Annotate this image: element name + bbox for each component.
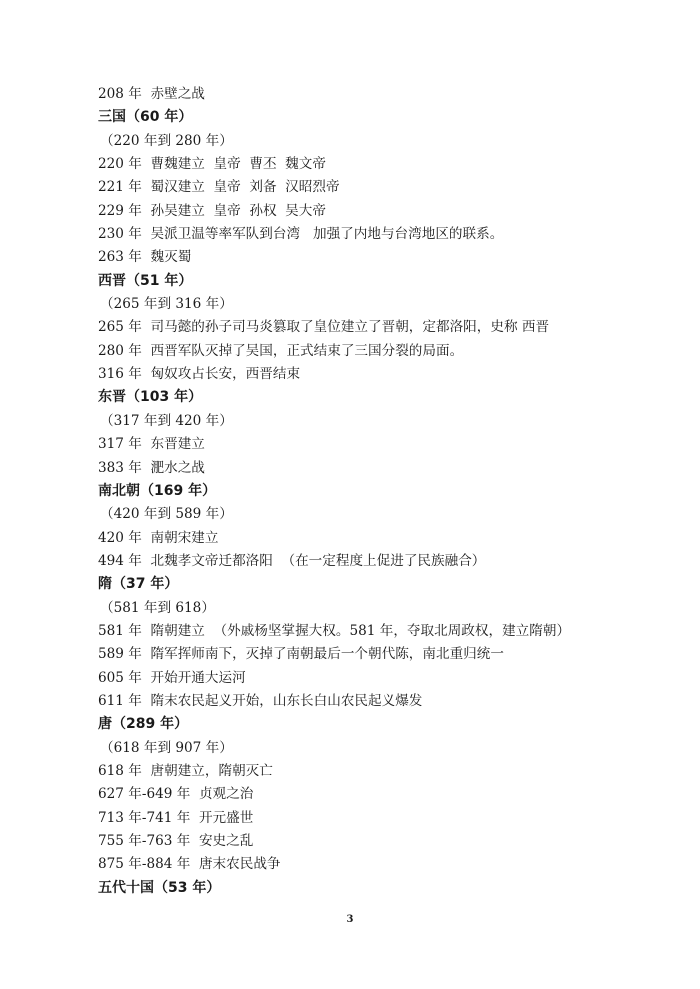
event-line: 221 年 蜀汉建立 皇帝 刘备 汉昭烈帝 <box>98 179 340 196</box>
period-range: （618 年到 907 年） <box>100 739 233 756</box>
event-line: 755 年-763 年 安史之乱 <box>98 833 254 849</box>
event-line: 420 年 南朝宋建立 <box>98 529 219 546</box>
event-line: 220 年 曹魏建立 皇帝 曹丕 魏文帝 <box>98 156 326 173</box>
period-heading: 西晋（51 年） <box>98 272 193 289</box>
event-line: 581 年 隋朝建立 （外戚杨坚掌握大权。581 年，夺取北周政权，建立隋朝） <box>98 622 571 639</box>
event-line: 316 年 匈奴攻占长安，西晋结束 <box>98 366 301 383</box>
period-range: （317 年到 420 年） <box>100 412 233 429</box>
period-heading: 东晋（103 年） <box>98 389 203 406</box>
period-heading: 五代十国（53 年） <box>98 879 221 896</box>
period-range: （220 年到 280 年） <box>100 132 233 149</box>
period-range: （265 年到 316 年） <box>100 296 233 313</box>
event-line: 713 年-741 年 开元盛世 <box>98 809 254 826</box>
document-body <box>98 83 660 900</box>
period-heading: 唐（289 年） <box>98 716 189 733</box>
event-line: 494 年 北魏孝文帝迁都洛阳 （在一定程度上促进了民族融合） <box>98 552 486 569</box>
event-line: 618 年 唐朝建立，隋朝灭亡 <box>98 762 273 779</box>
event-line: 317 年 东晋建立 <box>98 436 205 453</box>
event-line: 875 年-884 年 唐末农民战争 <box>98 856 281 873</box>
period-range: （581 年到 618） <box>100 599 215 616</box>
period-heading: 三国（60 年） <box>98 109 193 126</box>
period-heading: 南北朝（169 年） <box>98 482 217 499</box>
event-line: 589 年 隋军挥师南下，灭掉了南朝最后一个朝代陈，南北重归统一 <box>98 646 504 663</box>
event-line: 280 年 西晋军队灭掉了吴国，正式结束了三国分裂的局面。 <box>98 342 464 359</box>
event-line: 208 年 赤壁之战 <box>98 86 205 102</box>
event-line: 383 年 淝水之战 <box>98 459 205 476</box>
event-line: 605 年 开始开通大运河 <box>98 669 246 686</box>
event-line: 611 年 隋末农民起义开始，山东长白山农民起义爆发 <box>98 692 423 709</box>
event-line: 229 年 孙吴建立 皇帝 孙权 吴大帝 <box>98 202 326 219</box>
event-line: 230 年 吴派卫温等率军队到台湾 加强了内地与台湾地区的联系。 <box>98 226 504 243</box>
period-range: （420 年到 589 年） <box>100 506 233 523</box>
event-line: 263 年 魏灭蜀 <box>98 249 192 266</box>
event-line: 627 年-649 年 贞观之治 <box>98 786 254 803</box>
event-line: 265 年 司马懿的孙子司马炎篡取了皇位建立了晋朝，定都洛阳，史称 西晋 <box>98 319 550 336</box>
page-number: 3 <box>346 914 354 925</box>
period-heading: 隋（37 年） <box>98 576 179 593</box>
